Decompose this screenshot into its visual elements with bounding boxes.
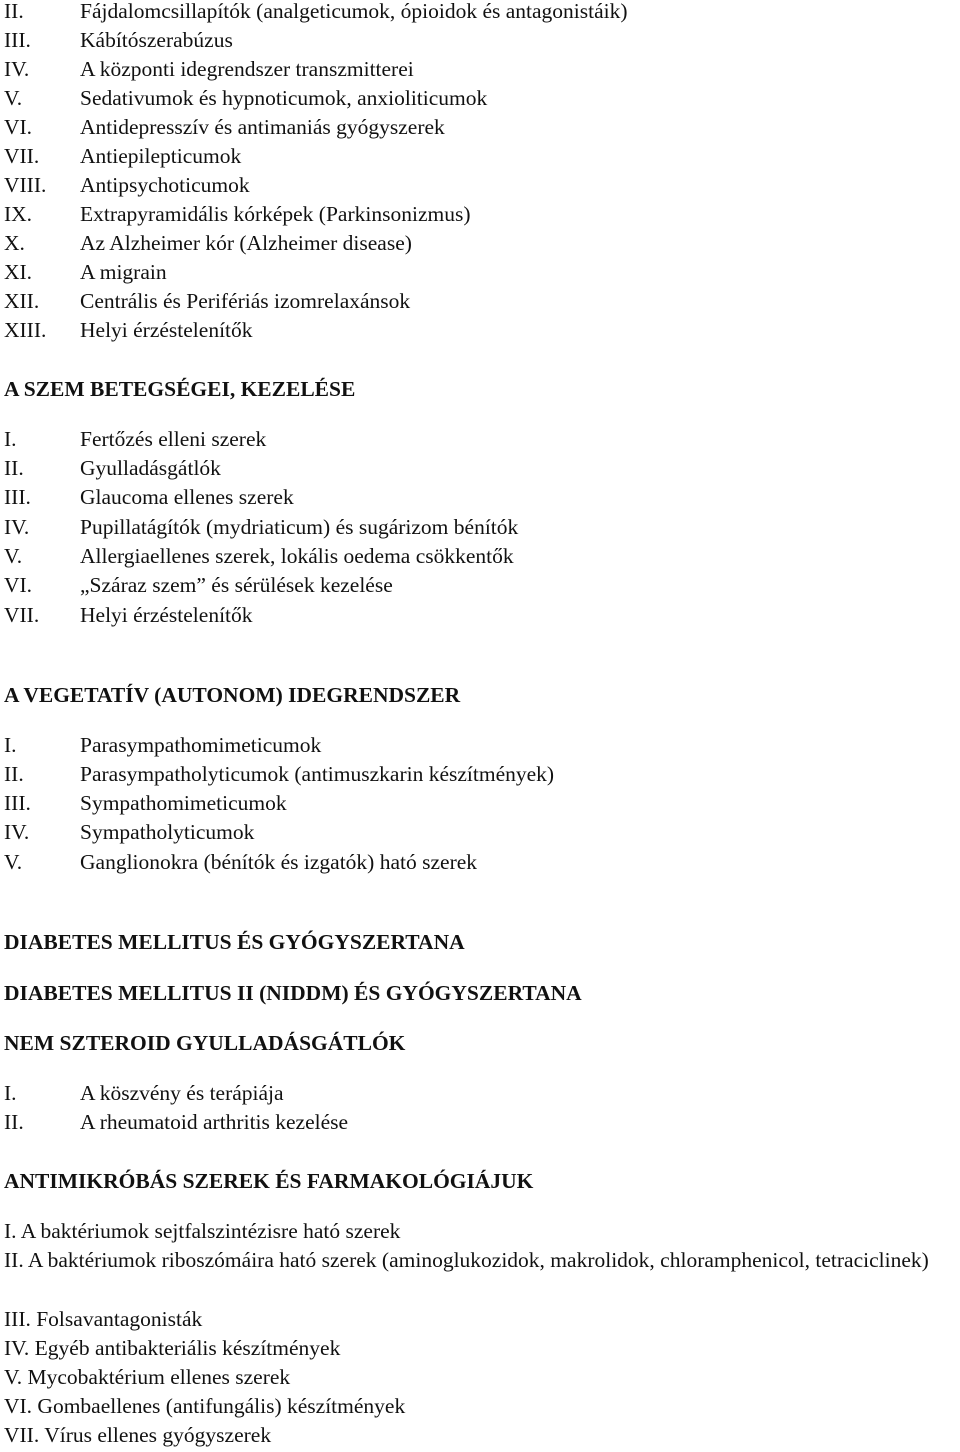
list-item: I. A baktériumok sejtfalszintézisre ható szerek: [4, 1219, 401, 1243]
list-text: Parasympathomimeticumok: [80, 733, 322, 757]
list-text: A migrain: [80, 260, 167, 284]
section-heading-diabetes-2: DIABETES MELLITUS II (NIDDM) ÉS GYÓGYSZERTANA: [4, 981, 582, 1005]
list-number: XI.: [4, 260, 33, 284]
list-item: VI. Gombaellenes (antifungális) készítmények: [4, 1394, 406, 1418]
list-number: I.: [4, 427, 17, 451]
section-heading-diabetes: DIABETES MELLITUS ÉS GYÓGYSZERTANA: [4, 930, 465, 954]
list-text: Allergiaellenes szerek, lokális oedema csökkentők: [80, 544, 514, 568]
list-number: V.: [4, 850, 23, 874]
list-text: Sedativumok és hypnoticumok, anxioliticumok: [80, 86, 488, 110]
list-text: Helyi érzéstelenítők: [80, 318, 253, 342]
list-number: VII.: [4, 144, 40, 168]
list-number: VI.: [4, 573, 33, 597]
list-text: Antipsychoticumok: [80, 173, 250, 197]
section-heading-nsaid: NEM SZTEROID GYULLADÁSGÁTLÓK: [4, 1031, 406, 1055]
list-item: VII. Vírus ellenes gyógyszerek: [4, 1423, 272, 1447]
list-number: V.: [4, 544, 23, 568]
list-text: Extrapyramidális kórképek (Parkinsonizmus): [80, 202, 471, 226]
list-number: III.: [4, 28, 31, 52]
list-item: II. A baktériumok riboszómáira ható szerek (aminoglukozidok, makrolidok, chloramphenicol, tetraciclinek): [4, 1248, 929, 1272]
section-heading-eye: A SZEM BETEGSÉGEI, KEZELÉSE: [4, 377, 356, 401]
list-number: IV.: [4, 515, 30, 539]
list-number: XII.: [4, 289, 40, 313]
list-text: Antiepilepticumok: [80, 144, 242, 168]
list-number: IV.: [4, 820, 30, 844]
list-number: IX.: [4, 202, 33, 226]
list-number: VIII.: [4, 173, 47, 197]
list-item: IV. Egyéb antibakteriális készítmények: [4, 1336, 341, 1360]
list-text: A központi idegrendszer transzmitterei: [80, 57, 414, 81]
list-text: Kábítószerabúzus: [80, 28, 233, 52]
list-number: II.: [4, 762, 24, 786]
list-text: Glaucoma ellenes szerek: [80, 485, 294, 509]
section-heading-autonomic: A VEGETATÍV (AUTONOM) IDEGRENDSZER: [4, 683, 461, 707]
list-text: A köszvény és terápiája: [80, 1081, 284, 1105]
list-number: II.: [4, 456, 24, 480]
list-text: Centrális és Perifériás izomrelaxánsok: [80, 289, 411, 313]
list-text: Sympatholyticumok: [80, 820, 255, 844]
list-text: Az Alzheimer kór (Alzheimer disease): [80, 231, 412, 255]
list-text: Fertőzés elleni szerek: [80, 427, 267, 451]
list-text: „Száraz szem” és sérülések kezelése: [80, 573, 393, 597]
list-text: Sympathomimeticumok: [80, 791, 287, 815]
list-text: Gyulladásgátlók: [80, 456, 221, 480]
list-number: VI.: [4, 115, 33, 139]
list-number: VII.: [4, 603, 40, 627]
list-text: A rheumatoid arthritis kezelése: [80, 1110, 349, 1134]
list-number: IV.: [4, 57, 30, 81]
list-text: Fájdalomcsillapítók (analgeticumok, ópioidok és antagonistáik): [80, 0, 628, 23]
list-number: III.: [4, 485, 31, 509]
list-item: V. Mycobaktérium ellenes szerek: [4, 1365, 291, 1389]
list-text: Ganglionokra (bénítók és izgatók) ható szerek: [80, 850, 478, 874]
list-number: II.: [4, 1110, 24, 1134]
list-text: Pupillatágítók (mydriaticum) és sugárizom bénítók: [80, 515, 519, 539]
list-item: III. Folsavantagonisták: [4, 1307, 203, 1331]
list-number: I.: [4, 733, 17, 757]
list-number: I.: [4, 1081, 17, 1105]
list-number: III.: [4, 791, 31, 815]
list-number: V.: [4, 86, 23, 110]
list-number: XIII.: [4, 318, 47, 342]
list-text: Antidepresszív és antimaniás gyógyszerek: [80, 115, 445, 139]
list-text: Helyi érzéstelenítők: [80, 603, 253, 627]
list-text: Parasympatholyticumok (antimuszkarin készítmények): [80, 762, 555, 786]
list-number: II.: [4, 0, 24, 23]
list-number: X.: [4, 231, 25, 255]
section-heading-antimicrobial: ANTIMIKRÓBÁS SZEREK ÉS FARMAKOLÓGIÁJUK: [4, 1169, 534, 1193]
